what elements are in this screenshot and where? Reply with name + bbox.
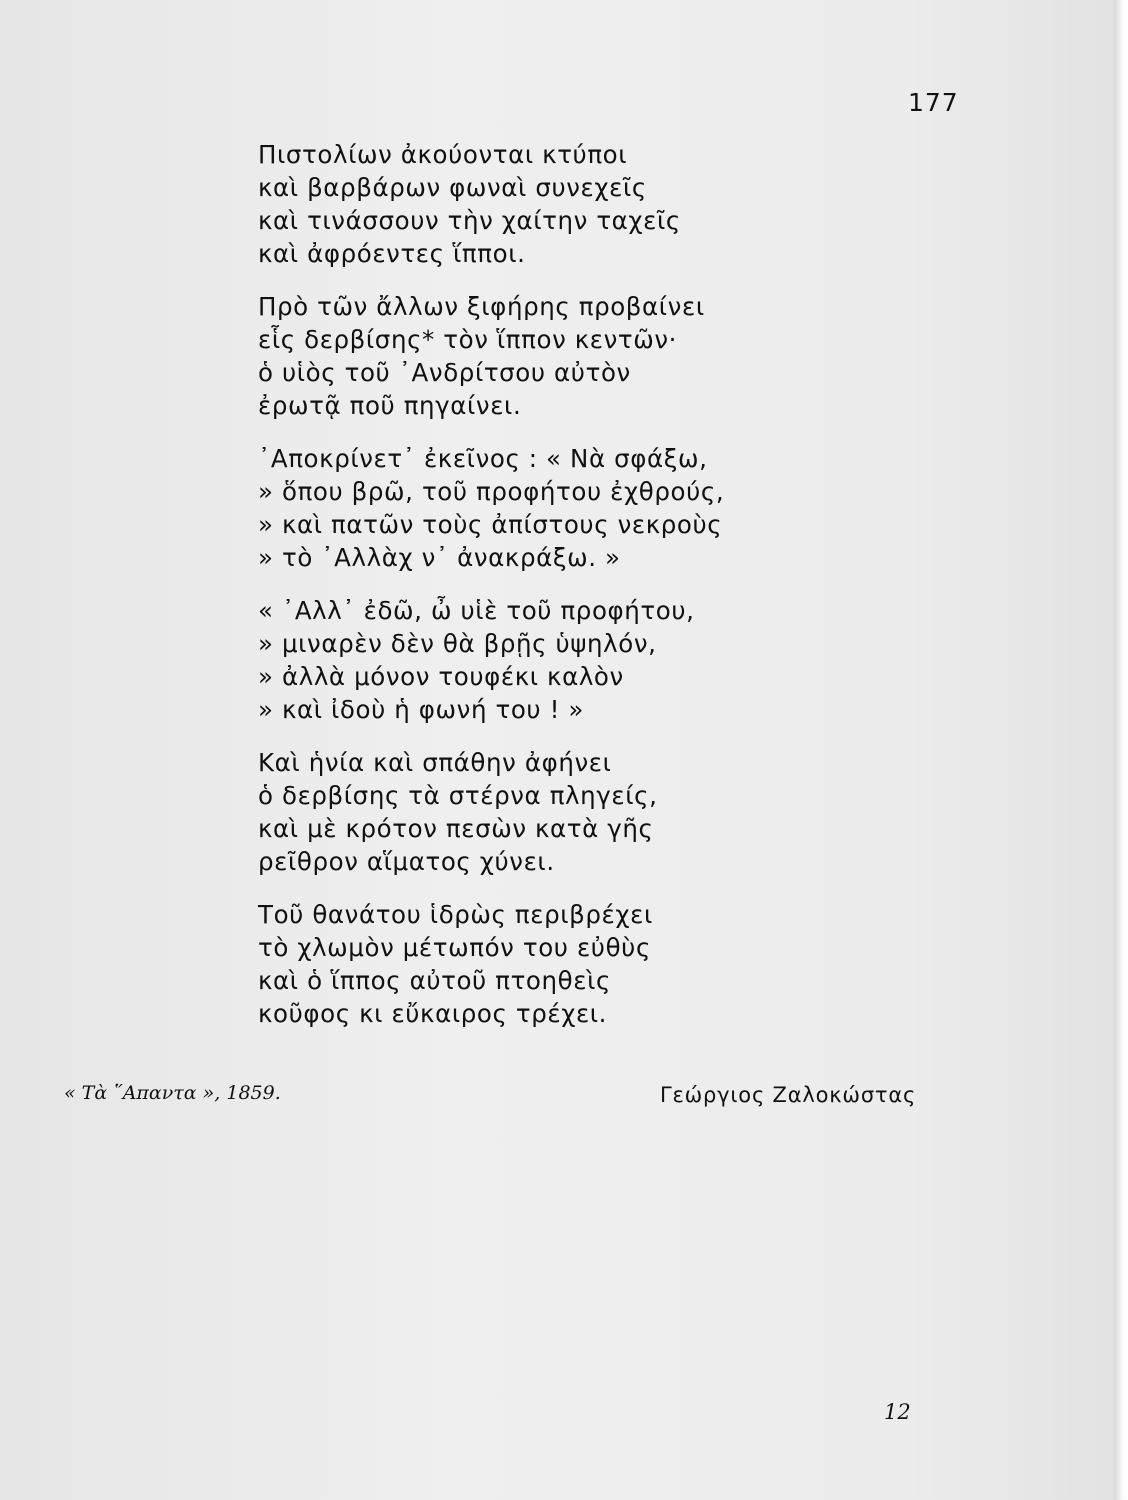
- poem-line: ὁ δερβίσης τὰ στέρνα πληγείς,: [258, 781, 658, 810]
- poem-line: » τὸ ᾿Αλλὰχ ν᾿ ἀνακράξω. »: [258, 543, 621, 572]
- poem-line: » καὶ πατῶν τοὺς ἀπίστους νεκροὺς: [258, 510, 723, 539]
- stanza: [258, 442, 818, 574]
- poem-line: κοῦφος κι εὔκαιρος τρέχει.: [258, 999, 608, 1028]
- poem-line: εἷς δερβίσης* τὸν ἵππον κεντῶν·: [258, 325, 678, 354]
- poem-line: ρεῖθρον αἵματος χύνει.: [258, 847, 555, 876]
- signature-number: 12: [884, 1400, 911, 1424]
- poem-line: καὶ ἀφρόεντες ἵπποι.: [258, 239, 526, 268]
- poem-line: « ᾿Αλλ᾿ ἐδῶ, ὦ υἱὲ τοῦ προφήτου,: [258, 596, 695, 625]
- stanza: [258, 898, 818, 1030]
- source-citation: « Τὰ ῞Απαντα », 1859.: [64, 1082, 281, 1104]
- stanza: [258, 138, 818, 270]
- stanza: [258, 594, 818, 726]
- poem-line: » καὶ ἰδοὺ ἡ φωνή του ! »: [258, 695, 584, 724]
- page-edge: [1114, 0, 1128, 1500]
- poem-line: τὸ χλωμὸν μέτωπόν του εὐθὺς: [258, 933, 651, 962]
- poem-line: » ὅπου βρῶ, τοῦ προφήτου ἐχθρούς,: [258, 477, 725, 506]
- poem-line: καὶ ὁ ἵππος αὐτοῦ πτοηθεὶς: [258, 966, 611, 995]
- stanza: [258, 746, 818, 878]
- author-name: Γεώργιος Ζαλοκώστας: [660, 1083, 917, 1107]
- poem-line: Καὶ ἡνία καὶ σπάθην ἀφήνει: [258, 748, 612, 777]
- poem: [258, 138, 818, 1050]
- poem-line: » ἀλλὰ μόνον τουφέκι καλὸν: [258, 662, 624, 691]
- page-number: 177: [908, 88, 959, 117]
- poem-line: καὶ μὲ κρότον πεσὼν κατὰ γῆς: [258, 814, 654, 843]
- poem-line: καὶ βαρβάρων φωναὶ συνεχεῖς: [258, 173, 647, 202]
- poem-line: ἐρωτᾷ ποῦ πηγαίνει.: [258, 391, 522, 420]
- poem-line: Πιστολίων ἀκούονται κτύποι: [258, 140, 628, 169]
- poem-line: Πρὸ τῶν ἄλλων ξιφήρης προβαίνει: [258, 292, 705, 321]
- poem-line: καὶ τινάσσουν τὴν χαίτην ταχεῖς: [258, 206, 681, 235]
- stanza: [258, 290, 818, 422]
- poem-line: ὁ υἱὸς τοῦ ᾿Ανδρίτσου αὐτὸν: [258, 358, 631, 387]
- poem-line: ᾿Αποκρίνετ᾿ ἐκεῖνος : « Νὰ σφάξω,: [258, 444, 708, 473]
- poem-line: » μιναρὲν δὲν θὰ βρῇς ὑψηλόν,: [258, 629, 657, 658]
- poem-line: Τοῦ θανάτου ἱδρὼς περιβρέχει: [258, 900, 653, 929]
